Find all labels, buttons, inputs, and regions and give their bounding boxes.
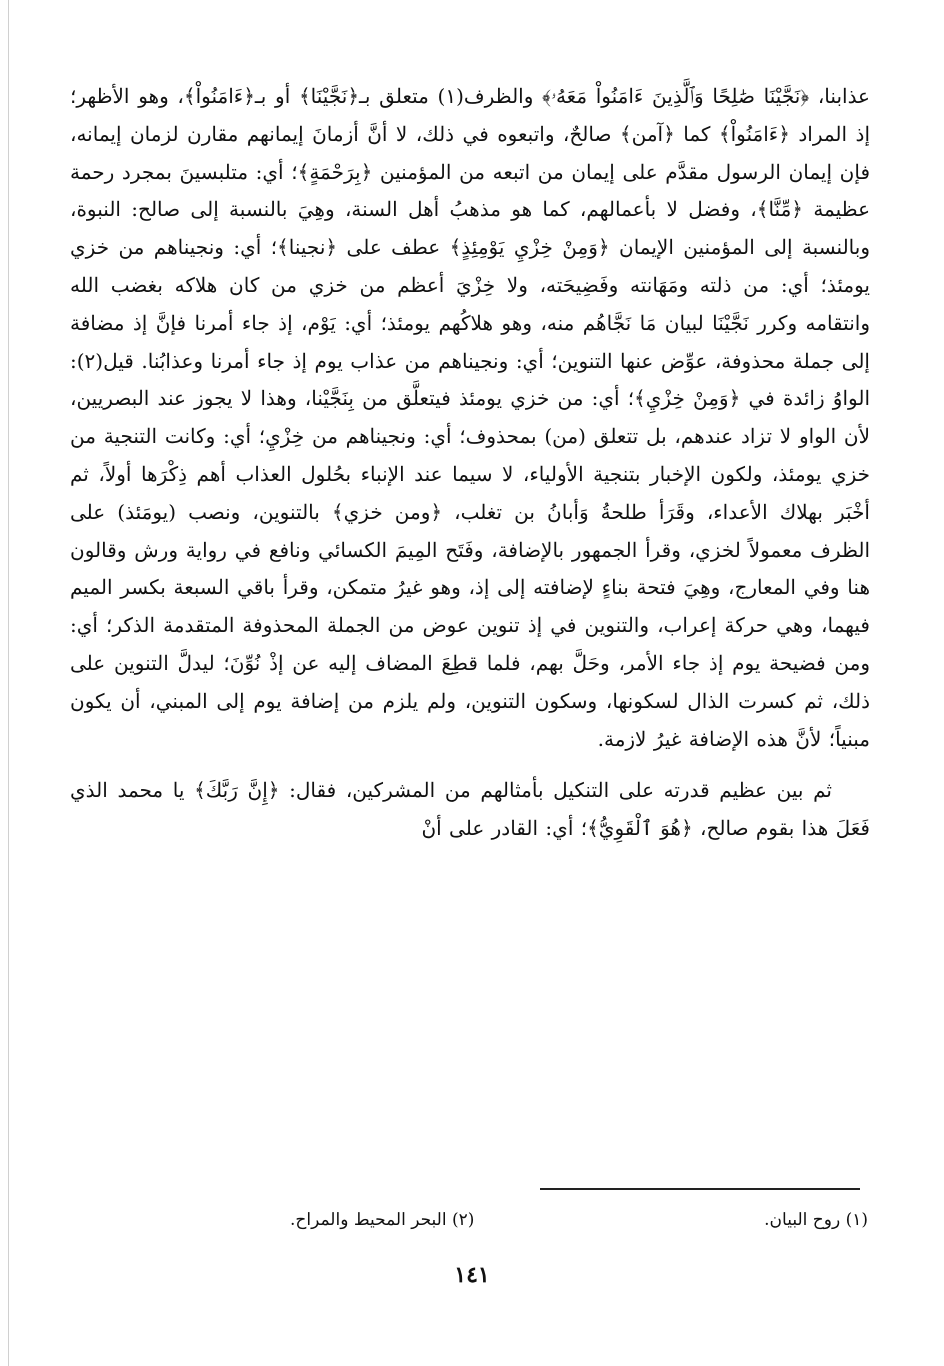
paragraph-2: ثم بين عظيم قدرته على التنكيل بأمثالهم من المشركين، فقال: ﴿إِنَّ رَبَّكَ﴾ يا محمد الذي فَعَلَ هذا بقوم صالح، ﴿هُوَ ٱلْقَوِيُّ﴾؛ أي: القادر على أنْ xyxy=(70,778,870,841)
page-number: ١٤١ xyxy=(454,1262,490,1288)
footnotes xyxy=(200,1206,868,1234)
main-text-block xyxy=(70,78,870,848)
footnote-1: (١) روح البيان. xyxy=(764,1210,868,1230)
footnote-divider xyxy=(540,1188,860,1190)
footnote-2: (٢) البحر المحيط والمراح. xyxy=(290,1210,475,1230)
paragraph-1: عذابنا، ﴿نَجَّيْنَا صَٰلِحًا وَٱلَّذِينَ ءَامَنُواْ مَعَهُۥ﴾ والظرف(١) متعلق بـ﴿نَجَّيْنَا﴾ أو بـ﴿ءَامَنُواْ﴾، وهو الأظهر؛ إذ المراد ﴿ءَامَنُواْ﴾ كما ﴿آمن﴾ صالحٌ، واتبعوه في ذلك، لا أنَّ أزمانَ إيمانهم مقارن لزمان إيمانه، فإن إيمان الرسول مقدَّم على إيمان من اتبعه من المؤمنين ﴿بِرَحْمَةٍ﴾؛ أي: متلبسينَ بمجرد رحمة عظيمة ﴿مِّنَّا﴾، وفضل لا بأعمالهم، كما هو مذهبُ أهل السنة، وهِيَ بالنسبة إلى صالح: النبوة، وبالنسبة إلى المؤمنين الإيمان ﴿وَمِنْ خِزْيِ يَوْمِئِذٍ﴾ عطف على ﴿نجينا﴾؛ أي: ونجيناهم من خزي يومئذ؛ أي: من ذلته ومَهَانته وفَضِيحَته، ولا خِزْيَ أعظم من خزي من كان هلاكه بغضب الله وانتقامه وكرر نَجَّيْنَا لبيان مَا نَجَّاهُم منه، وهو هلاكُهم يومئذ؛ أي: يَوْم، إذ جاء أمرنا فإنَّ إذ مضافة إلى جملة محذوفة، عوِّض عنها التنوين؛ أي: ونجيناهم من عذاب يوم إذ جاء أمرنا وعذابُنا. قيل(٢): الواوُ زائدة في ﴿وَمِنْ خِزْيِ﴾؛ أي: من خزي يومئذ فيتعلَّق من بِنَجَّيْنا، وهذا لا يجوز عند البصريين، لأن الواو لا تزاد عندهم، بل تتعلق (من) بمحذوف؛ أي: ونجيناهم من خِزْيِ؛ أي: وكانت التنجية من خزي يومئذ، ولكون الإخبار بتنجية الأولياء، لا سيما عند الإنباء بحُلول العذاب أهم ذِكْرَها أولاً، ثم أخْبَر بهلاك الأعداء، وقَرَأ طلحةُ وَأبانُ بن تغلب، ﴿ومن خزي﴾ بالتنوين، ونصب (يومَئذ) على الظرف معمولاً لخزي، وقرأ الجمهور بالإضافة، وفَتَح المِيمَ الكسائي ونافع في رواية ورش وقالون هنا وفي المعارج، وهِيَ فتحة بناءٍ لإضافته إلى إذ، وهو غيرُ متمكن، وقرأ باقي السبعة بكسر الميم فيهما، وهي حركة إعراب، والتنوين في إذ تنوين عوض من الجملة المحذوفة المتقدمة الذكر؛ أي: ومن فضيحة يوم إذ جاء الأمر، وحَلَّ بهم، فلما قطِعَ المضاف إليه عن إذْ نُوِّنَ؛ ليدلَّ التنوين على ذلك، ثم كسرت الذال لسكونها، وسكون التنوين، ولم يلزم من إضافة يوم إلى المبني، أن يكون مبنياً؛ لأنَّ هذه الإضافة غيرُ لازمة. xyxy=(70,84,871,751)
page-edge-line xyxy=(8,0,9,1366)
